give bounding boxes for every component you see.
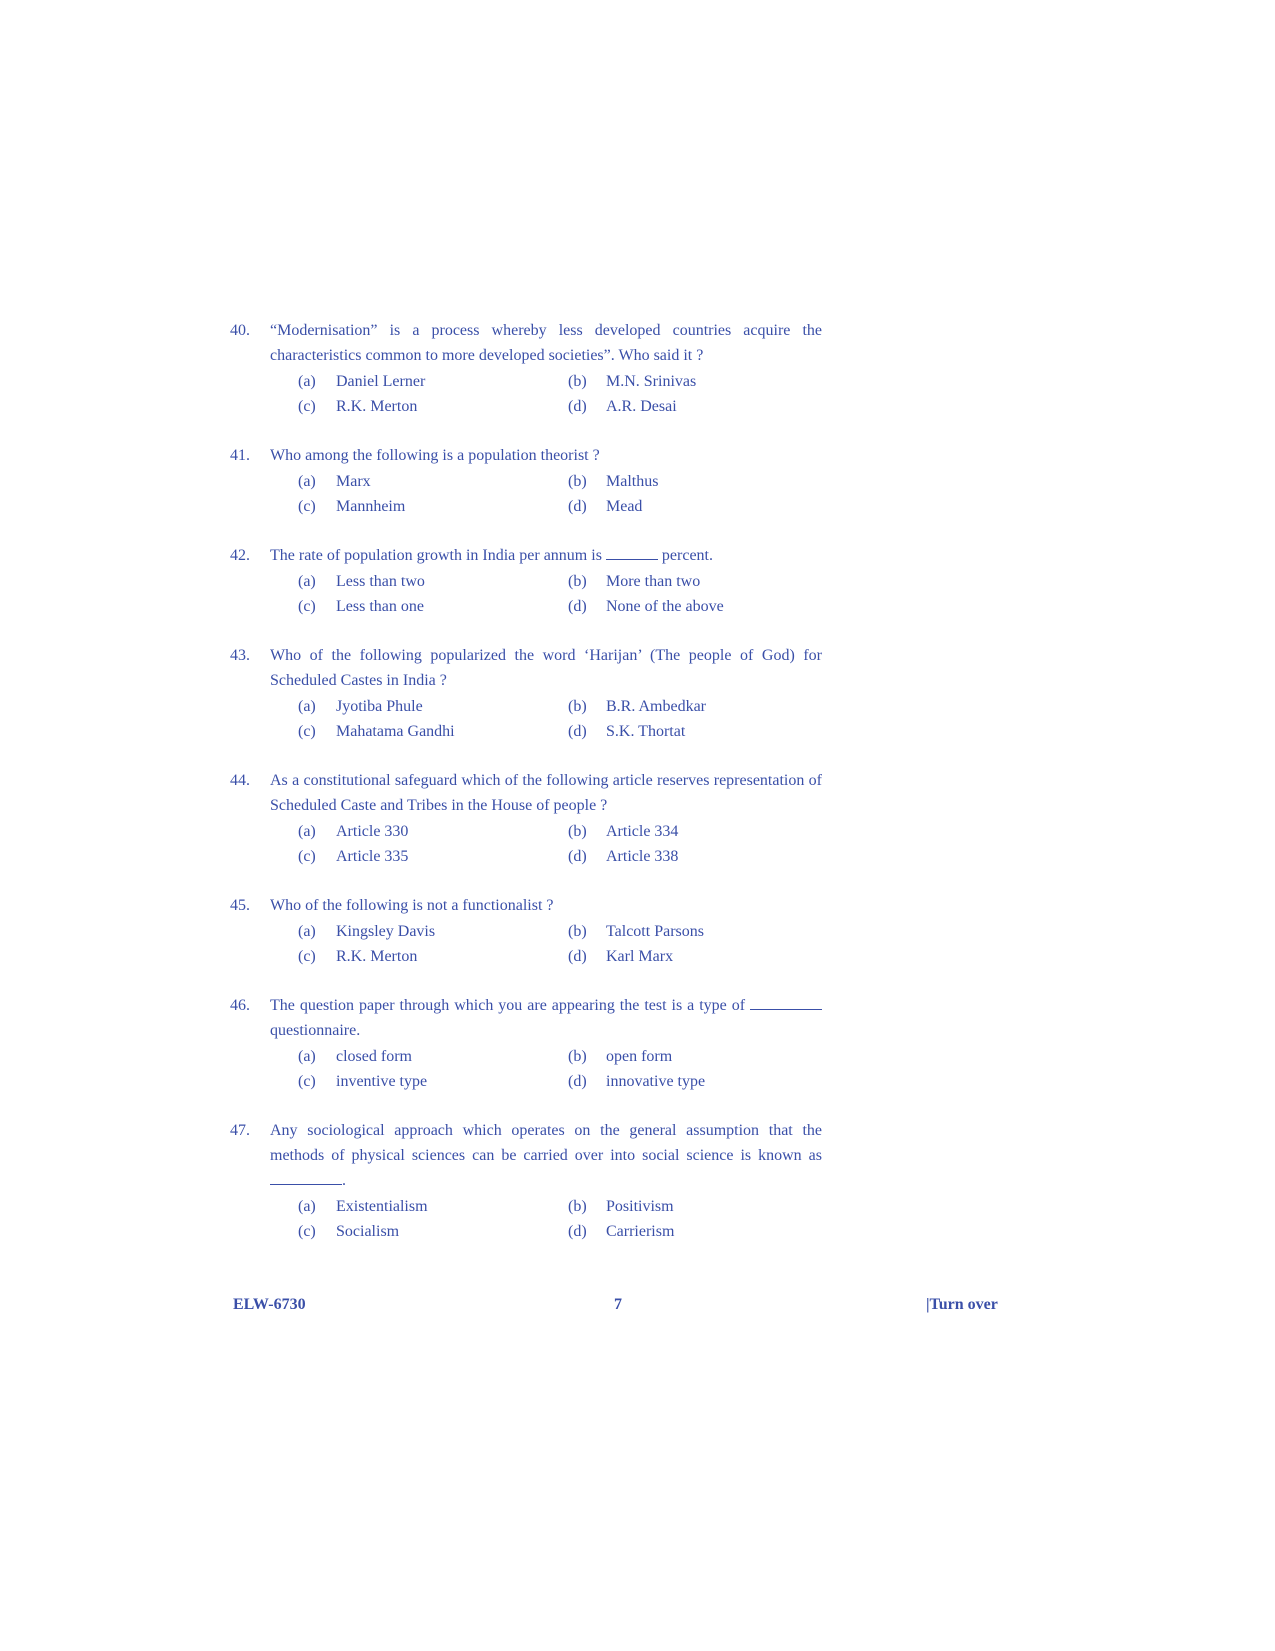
question-40: [230, 318, 822, 419]
option-label: (a): [298, 373, 316, 390]
question-text-before: Any sociological approach which operates on the general assumption that the methods of physical sciences can be carried over into social science is known as: [270, 1122, 822, 1164]
option-label: (c): [298, 848, 316, 865]
option-label: (a): [298, 823, 316, 840]
option-c: [298, 719, 568, 744]
question-number: 44.: [230, 772, 250, 789]
option-label: (d): [568, 948, 587, 965]
option-a: [298, 819, 568, 844]
option-text: Positivism: [606, 1198, 674, 1215]
option-a: [298, 1044, 568, 1069]
option-b: [568, 919, 838, 944]
question-text-before: The rate of population growth in India per annum is: [270, 547, 602, 564]
question-42: [230, 543, 822, 619]
option-c: [298, 1219, 568, 1244]
question-text: “Modernisation” is a process whereby less developed countries acquire the characteristics common to more developed societies”. Who said it ?: [270, 322, 822, 364]
question-45: [230, 893, 822, 969]
option-label: (c): [298, 723, 316, 740]
option-label: (b): [568, 1048, 587, 1065]
question-number: 40.: [230, 322, 250, 339]
question-text-after: .: [342, 1172, 346, 1189]
question-number: 41.: [230, 447, 250, 464]
option-c: [298, 944, 568, 969]
options: [298, 569, 822, 619]
option-b: [568, 369, 838, 394]
option-label: (d): [568, 1223, 587, 1240]
option-label: (b): [568, 823, 587, 840]
question-text: Who of the following is not a functionalist ?: [270, 897, 554, 914]
option-text: Article 330: [336, 823, 409, 840]
question-text: Who of the following popularized the word ‘Harijan’ (The people of God) for Scheduled Castes in India ?: [270, 647, 822, 689]
question-stem: [230, 768, 822, 818]
option-text: Malthus: [606, 473, 659, 490]
option-text: More than two: [606, 573, 701, 590]
option-text: R.K. Merton: [336, 398, 418, 415]
option-text: open form: [606, 1048, 673, 1065]
option-label: (b): [568, 698, 587, 715]
option-text: None of the above: [606, 598, 724, 615]
option-label: (a): [298, 1198, 316, 1215]
option-c: [298, 494, 568, 519]
option-c: [298, 594, 568, 619]
option-b: [568, 469, 838, 494]
question-number: 47.: [230, 1122, 250, 1139]
option-a: [298, 694, 568, 719]
option-text: Article 335: [336, 848, 409, 865]
option-label: (d): [568, 723, 587, 740]
question-stem: [230, 643, 822, 693]
option-text: B.R. Ambedkar: [606, 698, 706, 715]
option-a: [298, 569, 568, 594]
option-label: (d): [568, 598, 587, 615]
option-text: Socialism: [336, 1223, 400, 1240]
option-b: [568, 569, 838, 594]
question-text-after: questionnaire.: [270, 1022, 361, 1039]
question-text: As a constitutional safeguard which of the following article reserves representation of Scheduled Caste and Tribes in the House of people ?: [270, 772, 822, 814]
option-c: [298, 844, 568, 869]
option-d: [568, 1069, 838, 1094]
question-number: 43.: [230, 647, 250, 664]
option-label: (b): [568, 473, 587, 490]
answer-blank: [750, 995, 822, 1010]
option-d: [568, 719, 838, 744]
question-text-after: percent.: [661, 547, 713, 564]
option-label: (c): [298, 598, 316, 615]
option-a: [298, 1194, 568, 1219]
options: [298, 369, 822, 419]
question-stem: [230, 443, 822, 468]
option-text: R.K. Merton: [336, 948, 418, 965]
option-label: (a): [298, 473, 316, 490]
question-stem: [230, 543, 822, 568]
option-text: Carrierism: [606, 1223, 675, 1240]
option-text: Mahatama Gandhi: [336, 723, 455, 740]
option-d: [568, 844, 838, 869]
option-d: [568, 944, 838, 969]
question-number: 46.: [230, 997, 250, 1014]
options: [298, 469, 822, 519]
answer-blank: [606, 545, 658, 560]
option-text: Talcott Parsons: [606, 923, 704, 940]
question-stem: [230, 1118, 822, 1193]
option-text: Marx: [336, 473, 371, 490]
question-number: 42.: [230, 547, 250, 564]
question-43: [230, 643, 822, 744]
option-label: (d): [568, 498, 587, 515]
option-text: Less than two: [336, 573, 425, 590]
option-text: Article 334: [606, 823, 679, 840]
option-text: innovative type: [606, 1073, 706, 1090]
option-label: (d): [568, 1073, 587, 1090]
option-text: S.K. Thortat: [606, 723, 686, 740]
option-c: [298, 394, 568, 419]
option-d: [568, 594, 838, 619]
option-label: (c): [298, 1073, 316, 1090]
question-44: [230, 768, 822, 869]
turn-over-label: |Turn over: [926, 1296, 998, 1313]
option-a: [298, 469, 568, 494]
option-text: Mead: [606, 498, 643, 515]
option-label: (b): [568, 573, 587, 590]
question-text-before: The question paper through which you are appearing the test is a type of: [270, 997, 746, 1014]
option-label: (c): [298, 948, 316, 965]
option-label: (c): [298, 398, 316, 415]
option-label: (d): [568, 398, 587, 415]
option-d: [568, 394, 838, 419]
option-b: [568, 694, 838, 719]
option-label: (a): [298, 573, 316, 590]
option-text: inventive type: [336, 1073, 428, 1090]
option-text: Kingsley Davis: [336, 923, 436, 940]
options: [298, 1194, 822, 1244]
question-number: 45.: [230, 897, 250, 914]
option-text: Karl Marx: [606, 948, 674, 965]
question-46: [230, 993, 822, 1094]
option-label: (b): [568, 1198, 587, 1215]
option-text: Mannheim: [336, 498, 406, 515]
option-label: (b): [568, 373, 587, 390]
option-label: (c): [298, 1223, 316, 1240]
page-number: 7: [614, 1296, 622, 1313]
option-b: [568, 1194, 838, 1219]
question-text: [270, 993, 822, 1043]
question-stem: [230, 993, 822, 1043]
options: [298, 819, 822, 869]
question-text: [270, 1118, 822, 1193]
question-stem: [230, 893, 822, 918]
options: [298, 694, 822, 744]
answer-blank: [270, 1170, 342, 1185]
options: [298, 1044, 822, 1094]
option-text: Daniel Lerner: [336, 373, 426, 390]
option-b: [568, 1044, 838, 1069]
option-a: [298, 369, 568, 394]
option-text: M.N. Srinivas: [606, 373, 697, 390]
option-text: Existentialism: [336, 1198, 428, 1215]
option-text: Jyotiba Phule: [336, 698, 423, 715]
options: [298, 919, 822, 969]
question-41: [230, 443, 822, 519]
option-d: [568, 494, 838, 519]
option-text: A.R. Desai: [606, 398, 677, 415]
question-47: [230, 1118, 822, 1244]
option-label: (a): [298, 698, 316, 715]
question-text: Who among the following is a population theorist ?: [270, 447, 600, 464]
option-a: [298, 919, 568, 944]
option-text: Article 338: [606, 848, 679, 865]
option-label: (a): [298, 923, 316, 940]
option-b: [568, 819, 838, 844]
option-label: (a): [298, 1048, 316, 1065]
option-label: (c): [298, 498, 316, 515]
question-text: [270, 543, 822, 568]
option-text: closed form: [336, 1048, 412, 1065]
option-text: Less than one: [336, 598, 424, 615]
option-c: [298, 1069, 568, 1094]
question-stem: [230, 318, 822, 368]
option-d: [568, 1219, 838, 1244]
option-label: (b): [568, 923, 587, 940]
paper-code: ELW-6730: [233, 1296, 306, 1313]
option-label: (d): [568, 848, 587, 865]
